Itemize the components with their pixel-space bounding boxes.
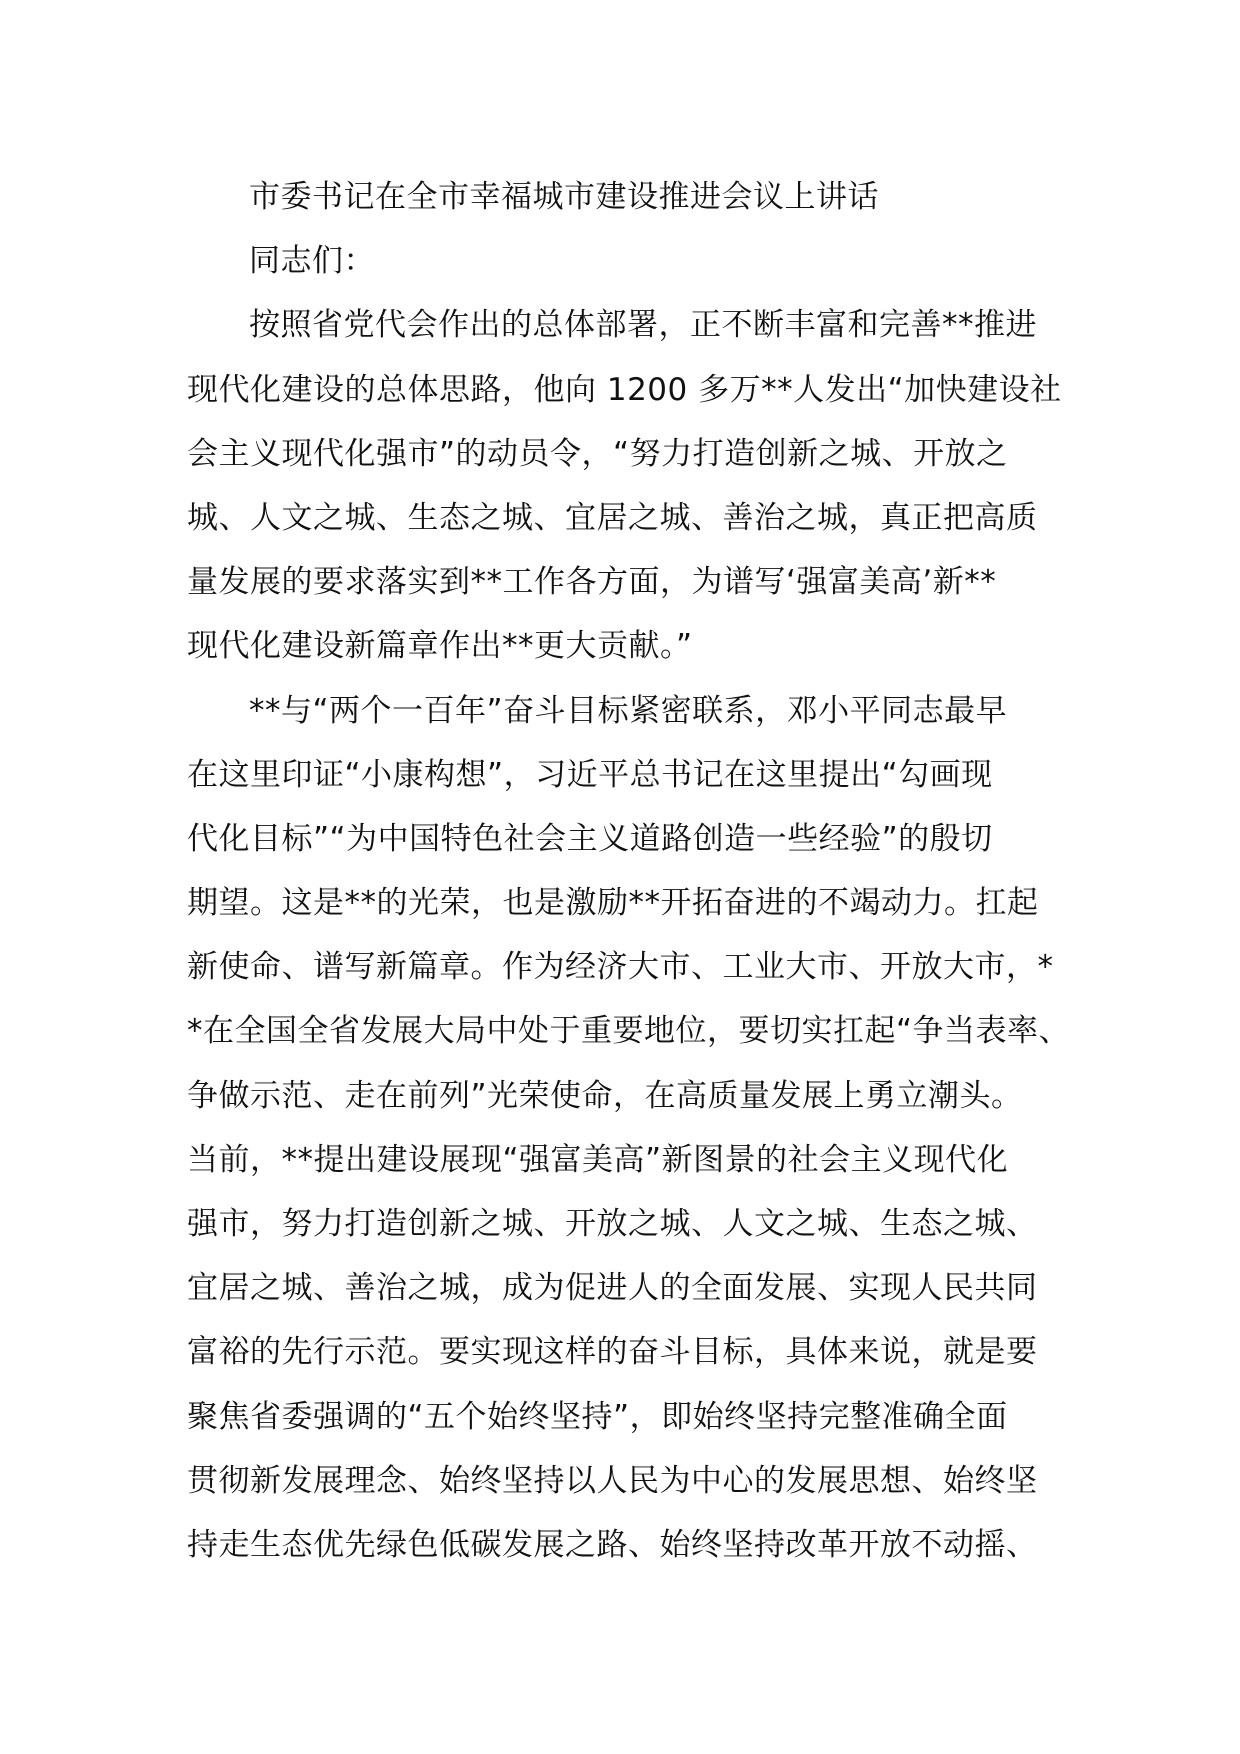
document-body	[187, 165, 1071, 1577]
paragraph-line: 富裕的先行示范。要实现这样的奋斗目标，具体来说，就是要	[187, 1334, 1038, 1371]
paragraph-line: 宜居之城、善治之城，成为促进人的全面发展、实现人民共同	[187, 1270, 1038, 1307]
paragraph-line: 量发展的要求落实到**工作各方面，为谱写‘强富美高’新**	[187, 564, 997, 601]
paragraph-line: 按照省党代会作出的总体部署，正不断丰富和完善**推进	[249, 307, 1037, 344]
paragraph-line: 城、人文之城、生态之城、宜居之城、善治之城，真正把高质	[187, 499, 1038, 536]
document-title: 市委书记在全市幸福城市建设推进会议上讲话	[249, 179, 879, 215]
paragraph-line: 现代化建设的总体思路，他向 1200 多万**人发出“加快建设社	[187, 371, 1062, 408]
paragraph-line: *在全国全省发展大局中处于重要地位，要切实扛起“争当表率、	[187, 1013, 1071, 1050]
paragraph-line: 现代化建设新篇章作出**更大贡献。”	[187, 628, 693, 665]
paragraph-line: 代化目标”“为中国特色社会主义道路创造一些经验”的殷切	[187, 820, 993, 857]
paragraph-line: 强市，努力打造创新之城、开放之城、人文之城、生态之城、	[187, 1206, 1038, 1242]
paragraph-line: 持走生态优先绿色低碳发展之路、始终坚持改革开放不动摇、	[187, 1526, 1038, 1563]
paragraph-line: 新使命、谱写新篇章。作为经济大市、工业大市、开放大市，*	[187, 949, 1054, 986]
salutation: 同志们：	[249, 243, 375, 280]
paragraph-line: 争做示范、走在前列”光荣使命，在高质量发展上勇立潮头。	[187, 1077, 1023, 1114]
paragraph-2	[187, 679, 1071, 1578]
paragraph-line: **与“两个一百年”奋斗目标紧密联系，邓小平同志最早	[249, 692, 1008, 729]
paragraph-line: 聚焦省委强调的“五个始终坚持”，即始终坚持完整准确全面	[187, 1398, 1008, 1435]
paragraph-line: 会主义现代化强市”的动员令，“努力打造创新之城、开放之	[187, 435, 1008, 472]
paragraph-line: 当前，**提出建设展现“强富美高”新图景的社会主义现代化	[187, 1141, 1009, 1178]
paragraph-line: 期望。这是**的光荣，也是激励**开拓奋进的不竭动力。扛起	[187, 885, 1039, 922]
paragraph-1	[187, 293, 1062, 678]
paragraph-line: 在这里印证“小康构想”，习近平总书记在这里提出“勾画现	[187, 756, 993, 793]
paragraph-line: 贯彻新发展理念、始终坚持以人民为中心的发展思想、始终坚	[187, 1462, 1038, 1499]
